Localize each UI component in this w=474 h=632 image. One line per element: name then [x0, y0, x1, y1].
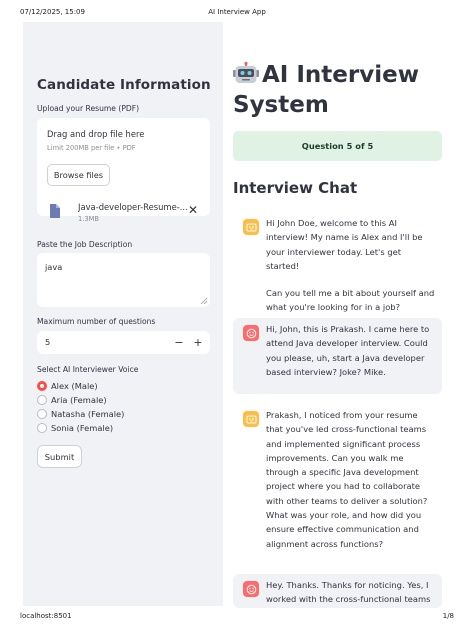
message-paragraph: Prakash, I noticed from your resume that you've led cross-functional teams and implemented significant process improvements. Can you walk me through a specific Java development project where you had to collaborate with other teams to deliver a solution? What was your role, and how did you ensure effective communication and alignment across functions? [266, 410, 428, 549]
voice-option-sonia[interactable] [37, 421, 210, 435]
message-text [266, 408, 436, 551]
message-paragraph: Hi, John, this is Prakash. I came here to attend Java developer interview. Could you please, uh, start a Java developer based interview? Joke? Mike. [266, 324, 430, 377]
chat-message-user [233, 574, 442, 608]
uploaded-file [37, 200, 210, 230]
voice-option-label: Aria (Female) [51, 395, 107, 405]
voice-option-label: Natasha (Female) [51, 409, 125, 419]
job-description-label: Paste the Job Description [37, 240, 133, 249]
browse-files-button[interactable]: Browse files [47, 164, 110, 186]
submit-button[interactable]: Submit [37, 445, 82, 468]
page-title-text: AI Interview System [233, 62, 419, 118]
max-questions-value: 5 [45, 337, 51, 347]
voice-option-label: Alex (Male) [51, 381, 98, 391]
message-paragraph: Hey. Thanks. Thanks for noticing. Yes, I worked with the cross-functional teams [266, 580, 431, 605]
max-questions-label: Maximum number of questions [37, 317, 156, 326]
print-header [0, 8, 474, 20]
file-size: 1.3MB [78, 215, 99, 223]
max-questions-input[interactable] [37, 331, 210, 354]
robot-icon [233, 62, 259, 84]
voice-option-alex[interactable] [37, 379, 210, 393]
message-paragraph: Can you tell me a bit about yourself and what you're looking for in a job? [266, 288, 435, 313]
bot-face-icon [243, 219, 259, 235]
document-icon [49, 204, 60, 218]
print-datetime: 07/12/2025, 15:09 [20, 8, 85, 16]
message-paragraph: Hi John Doe, welcome to this AI interview! My name is Alex and I'll be your interviewer today. Let's get started! [266, 218, 423, 271]
bot-face-icon [243, 411, 259, 427]
radio-checked-icon[interactable] [37, 381, 47, 391]
smiley-face-icon [243, 581, 259, 597]
resize-grip-icon[interactable] [200, 297, 207, 304]
radio-unchecked-icon[interactable] [37, 409, 47, 419]
sidebar [23, 22, 223, 606]
dropzone-limit: Limit 200MB per file • PDF [47, 144, 136, 152]
chat-message-assistant [233, 404, 442, 564]
print-footer [0, 612, 474, 624]
sidebar-title: Candidate Information [37, 77, 211, 93]
voice-option-aria[interactable] [37, 393, 210, 407]
remove-file-button[interactable]: ✕ [187, 203, 199, 217]
decrement-button[interactable]: − [174, 336, 184, 349]
message-text [266, 322, 436, 379]
upload-label: Upload your Resume (PDF) [37, 104, 140, 113]
chat-message-user [233, 318, 442, 394]
dropzone-text: Drag and drop file here [47, 129, 145, 139]
voice-option-label: Sonia (Female) [51, 423, 114, 433]
chat-title: Interview Chat [233, 179, 358, 197]
print-page-title: AI Interview App [208, 8, 266, 16]
voice-option-natasha[interactable] [37, 407, 210, 421]
voice-radio-group [37, 379, 210, 435]
file-name: Java-developer-Resume-... [78, 202, 188, 212]
smiley-face-icon [243, 325, 259, 341]
page-title [233, 60, 463, 120]
print-url: localhost:8501 [20, 612, 72, 620]
increment-button[interactable]: + [193, 336, 203, 349]
job-description-value: java [45, 262, 63, 272]
radio-unchecked-icon[interactable] [37, 395, 47, 405]
job-description-input[interactable] [37, 253, 210, 307]
question-progress: Question 5 of 5 [233, 131, 442, 161]
print-page-count: 1/8 [442, 612, 454, 620]
radio-unchecked-icon[interactable] [37, 423, 47, 433]
message-text [266, 216, 436, 315]
message-text [266, 578, 436, 607]
voice-label: Select AI Interviewer Voice [37, 365, 139, 374]
chat-message-assistant [233, 212, 442, 313]
